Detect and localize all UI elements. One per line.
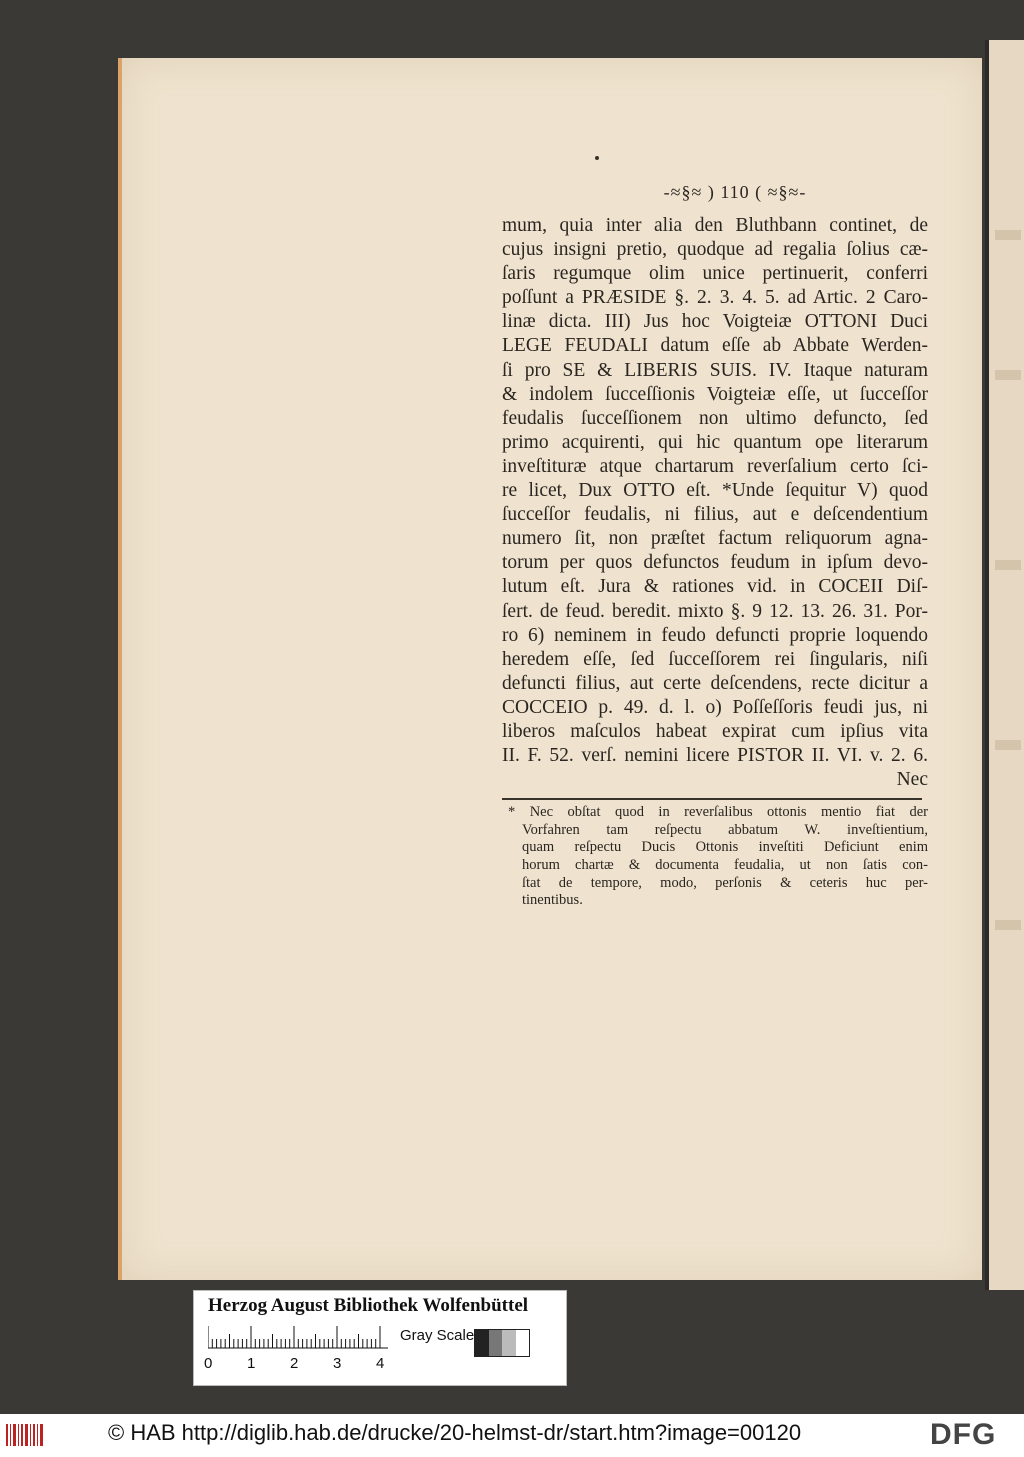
text-line: numero ſit, non præſtet factum reliquorum agna- — [502, 528, 928, 550]
gray-scale-swatches — [474, 1329, 530, 1357]
barcode-icon — [6, 1420, 46, 1450]
text-line: inveſtituræ atque chartarum reverſalium certo ſci- — [502, 455, 928, 477]
text-line: mum, quia inter alia den Bluthbann continet, de — [502, 215, 928, 236]
text-line: defuncti filius, aut certe deſcendens, recte dicitur a — [502, 672, 928, 694]
library-label — [193, 1290, 567, 1386]
footnote — [502, 804, 928, 910]
text-line: feudalis ſucceſſionem non ultimo defuncto, ſed — [502, 407, 928, 429]
footnote-line: quam reſpectu Ducis Ottonis inveſtiti Deficiunt enim — [522, 839, 928, 856]
ruler-number: 0 — [204, 1355, 213, 1372]
text-line: LEGE FEUDALI datum eſſe ab Abbate Werden- — [502, 335, 928, 357]
text-line: liberos maſculos habeat expirat cum ipſius vita — [502, 720, 928, 742]
ruler-number: 2 — [290, 1355, 299, 1372]
footnote-line: horum chartæ & documenta feudalia, ut non ſatis con- — [522, 857, 928, 874]
footnote-line: ſtat de tempore, modo, perſonis & ceteris huc per- — [522, 874, 928, 891]
gray-swatch — [489, 1330, 503, 1356]
text-line: lutum eſt. Jura & rationes vid. in COCEII Diſ- — [502, 576, 928, 598]
text-line: ſert. de feud. beredit. mixto §. 9 12. 13. 26. 31. Por- — [502, 600, 928, 622]
dfg-logo: DFG — [930, 1418, 997, 1451]
gray-swatch — [516, 1330, 530, 1356]
adjacent-page-edge — [985, 40, 1024, 1290]
text-line: re licet, Dux OTTO eſt. *Unde ſequitur V) quod — [502, 480, 928, 502]
gray-scale-label: Gray Scale — [400, 1327, 475, 1344]
text-line: II. F. 52. verſ. nemini licere PISTOR II. VI. v. 2. 6. — [502, 745, 928, 767]
ruler-number: 4 — [376, 1355, 385, 1372]
footnote-line: * Nec obſtat quod in reverſalibus ottonis mentio fiat der — [508, 804, 928, 821]
footnote-line: Vorfahren tam reſpectu abbatum W. inveſtientium, — [522, 821, 928, 838]
ink-speck — [595, 156, 599, 160]
catchword: Nec — [896, 769, 928, 791]
gray-swatch — [502, 1330, 516, 1356]
page-header: -≈§≈ ) 110 ( ≈§≈- — [663, 182, 807, 202]
footnote-line: tinentibus. — [522, 892, 583, 909]
footer-bar — [0, 1414, 1024, 1457]
source-url[interactable]: © HAB http://diglib.hab.de/drucke/20-helmst-dr/start.htm?image=00120 — [108, 1420, 802, 1445]
ruler-scale — [208, 1325, 388, 1349]
gray-swatch — [475, 1330, 489, 1356]
ruler-number: 3 — [333, 1355, 342, 1372]
page-text-block — [502, 182, 928, 910]
library-name: Herzog August Bibliothek Wolfenbüttel — [208, 1295, 529, 1316]
text-line: & indolem ſucceſſionis Voigteiæ eſſe, ut ſucceſſor — [502, 383, 928, 405]
text-line: ſi pro SE & LIBERIS SUIS. IV. Itaque naturam — [502, 359, 928, 381]
ruler-number: 1 — [247, 1355, 256, 1372]
footnote-rule — [502, 798, 922, 800]
text-line: cujus insigni pretio, quodque ad regalia ſolius cæ- — [502, 239, 928, 261]
text-line: ſucceſſor feudalis, ni filius, aut e deſcendentium — [502, 504, 928, 526]
text-line: ro 6) neminem in feudo defuncti proprie loquendo — [502, 624, 928, 646]
body-text — [502, 214, 928, 768]
text-line: heredem eſſe, ſed ſucceſſorem rei ſingularis, niſi — [502, 648, 928, 670]
text-line: primo acquirenti, qui hic quantum ope literarum — [502, 431, 928, 453]
text-line: COCCEIO p. 49. d. l. o) Poſſeſſoris feudi jus, ni — [502, 696, 928, 718]
text-line: torum per quos defunctos feudum in ipſum devo- — [502, 552, 928, 574]
text-line: ſaris regumque olim unice pertinuerit, conferri — [502, 263, 928, 285]
text-line: linæ dicta. III) Jus hoc Voigteiæ OTTONI Duci — [502, 311, 928, 333]
text-line: poſſunt a PRÆSIDE §. 2. 3. 4. 5. ad Artic. 2 Caro- — [502, 287, 928, 309]
